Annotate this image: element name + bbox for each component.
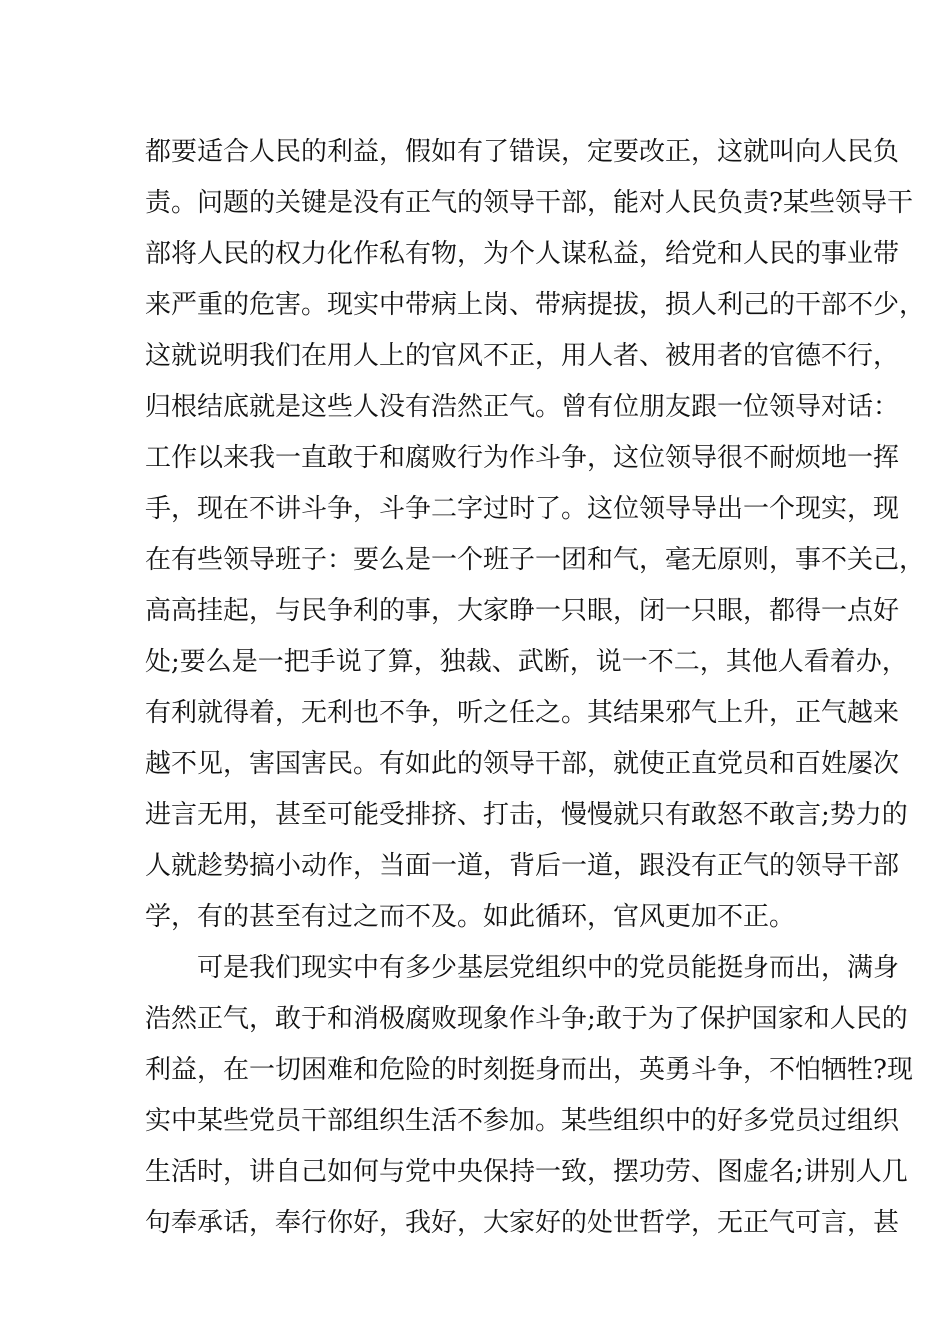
text-line: 可是我们现实中有多少基层党组织中的党员能挺身而出，满身 xyxy=(197,953,900,983)
text-line: 利益，在一切困难和危险的时刻挺身而出，英勇斗争，不怕牺牲?现 xyxy=(145,1055,913,1085)
text-line: 都要适合人民的利益，假如有了错误，定要改正，这就叫向人民负 xyxy=(145,137,900,167)
paragraph-1 xyxy=(145,127,926,943)
text-line: 手，现在不讲斗争，斗争二字过时了。这位领导导出一个现实，现 xyxy=(145,494,900,524)
text-line: 高高挂起，与民争利的事，大家睁一只眼，闭一只眼，都得一点好 xyxy=(145,596,900,626)
text-line: 人就趁势搞小动作，当面一道，背后一道，跟没有正气的领导干部 xyxy=(145,851,900,881)
body-text xyxy=(145,127,926,1249)
text-line: 部将人民的权力化作私有物，为个人谋私益，给党和人民的事业带 xyxy=(145,239,900,269)
text-line: 处;要么是一把手说了算，独裁、武断，说一不二，其他人看着办， xyxy=(145,647,908,677)
text-line: 来严重的危害。现实中带病上岗、带病提拔，损人利己的干部不少， xyxy=(145,290,926,320)
text-line: 浩然正气，敢于和消极腐败现象作斗争;敢于为了保护国家和人民的 xyxy=(145,1004,908,1034)
text-line: 工作以来我一直敢于和腐败行为作斗争，这位领导很不耐烦地一挥 xyxy=(145,443,900,473)
text-line: 进言无用，甚至可能受排挤、打击，慢慢就只有敢怒不敢言;势力的 xyxy=(145,800,908,830)
text-line: 在有些领导班子：要么是一个班子一团和气，毫无原则，事不关己， xyxy=(145,545,926,575)
text-line: 责。问题的关键是没有正气的领导干部，能对人民负责?某些领导干 xyxy=(145,188,913,218)
text-line: 这就说明我们在用人上的官风不正，用人者、被用者的官德不行， xyxy=(145,341,900,371)
text-line: 句奉承话，奉行你好，我好，大家好的处世哲学，无正气可言，甚 xyxy=(145,1208,900,1238)
paragraph-2 xyxy=(145,943,913,1249)
text-line: 越不见，害国害民。有如此的领导干部，就使正直党员和百姓屡次 xyxy=(145,749,900,779)
text-line: 有利就得着，无利也不争，听之任之。其结果邪气上升，正气越来 xyxy=(145,698,900,728)
text-line: 生活时，讲自己如何与党中央保持一致，摆功劳、图虚名;讲别人几 xyxy=(145,1157,908,1187)
text-line: 学，有的甚至有过之而不及。如此循环，官风更加不正。 xyxy=(145,902,796,932)
text-line: 归根结底就是这些人没有浩然正气。曾有位朋友跟一位领导对话： xyxy=(145,392,900,422)
text-line: 实中某些党员干部组织生活不参加。某些组织中的好多党员过组织 xyxy=(145,1106,900,1136)
